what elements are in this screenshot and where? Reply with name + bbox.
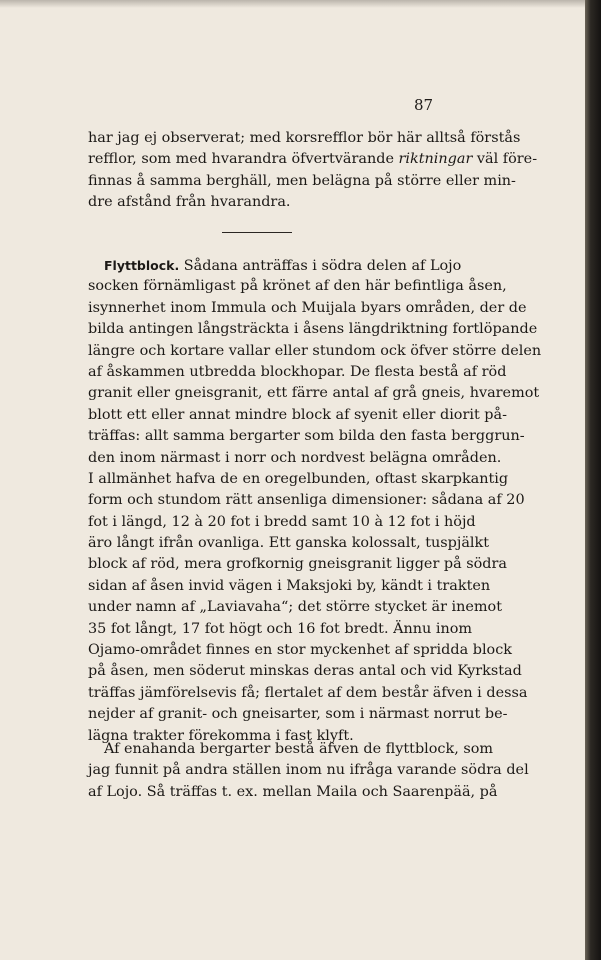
text-line: under namn af „Laviavaha“; det större stycket är inemot xyxy=(88,599,503,616)
section-divider xyxy=(222,232,292,233)
text-line: den inom närmast i norr och nordvest belägna områden. xyxy=(88,449,502,466)
text-line: Af enahanda bergarter bestå äfven de flyttblock, som xyxy=(104,741,494,757)
text-line: I allmänhet hafva de en oregelbunden, oftast skarpkantig xyxy=(88,470,509,487)
text-line: fot i längd, 12 à 20 fot i bredd samt 10 à 12 fot i höjd xyxy=(88,513,476,530)
text-span: refflor, som med hvarandra öfvertvärande xyxy=(88,151,394,168)
text-line xyxy=(88,255,460,276)
text-line: längre och kortare vallar eller stundom ock öfver större delen xyxy=(88,342,542,359)
text-line: blott ett eller annat mindre block af syenit eller diorit på- xyxy=(88,406,507,423)
text-span: Sådana anträffas i södra delen af Lojo xyxy=(183,258,462,274)
text-line: på åsen, men söderut minskas deras antal och vid Kyrkstad xyxy=(88,663,522,680)
text-line: nejder af granit- och gneisarter, som i närmast norrut be- xyxy=(88,706,508,723)
text-line: träffas jämförelsevis få; flertalet af dem består äfven i dessa xyxy=(88,684,528,701)
text-line xyxy=(88,149,538,170)
page-top-shadow xyxy=(0,0,585,8)
italic-term: riktningar xyxy=(398,151,473,168)
text-line: har jag ej observerat; med korsrefflor bör här alltså förstås xyxy=(88,130,521,146)
text-line: sidan af åsen invid vägen i Maksjoki by, kändt i trakten xyxy=(88,577,491,594)
text-line: dre afstånd från hvarandra. xyxy=(88,194,291,211)
text-line: 35 fot långt, 17 fot högt och 16 fot bredt. Ännu inom xyxy=(88,620,473,637)
paragraph-flyttblock xyxy=(88,255,542,747)
text-line: block af röd, mera grofkornig gneisgranit ligger på södra xyxy=(88,556,507,573)
paragraph-refflor xyxy=(88,128,538,214)
page-number: 87 xyxy=(414,96,434,114)
text-line: granit eller gneisgranit, ett färre antal af grå gneis, hvaremot xyxy=(88,385,540,402)
text-line: af åskammen utbredda blockhopar. De flesta bestå af röd xyxy=(88,363,507,380)
text-line: träffas: allt samma bergarter som bilda den fasta berggrun- xyxy=(88,428,525,445)
text-line: äro långt ifrån ovanliga. Ett ganska kolossalt, tuspjälkt xyxy=(88,535,490,552)
text-line: form och stundom rätt ansenliga dimensioner: sådana af 20 xyxy=(88,492,525,509)
page-gutter xyxy=(585,0,601,960)
section-heading: Flyttblock. xyxy=(104,258,180,273)
text-span: väl före- xyxy=(476,151,538,168)
text-line: bilda antingen långsträckta i åsens längdriktning fortlöpande xyxy=(88,321,538,338)
text-line: lägna trakter förekomma i fast klyft. xyxy=(88,727,354,744)
text-line: isynnerhet inom Immula och Muijala byars områden, der de xyxy=(88,299,527,316)
text-line: socken förnämligast på krönet af den här befintliga åsen, xyxy=(88,278,507,295)
text-line: Ojamo-området finnes en stor myckenhet af spridda block xyxy=(88,642,512,659)
text-line: finnas å samma berghäll, men belägna på större eller min- xyxy=(88,172,516,189)
text-line: jag funnit på andra ställen inom nu ifråga varande södra del xyxy=(88,762,529,779)
text-line: af Lojo. Så träffas t. ex. mellan Maila och Saarenpää, på xyxy=(88,783,498,800)
paragraph-enahanda xyxy=(88,739,529,803)
